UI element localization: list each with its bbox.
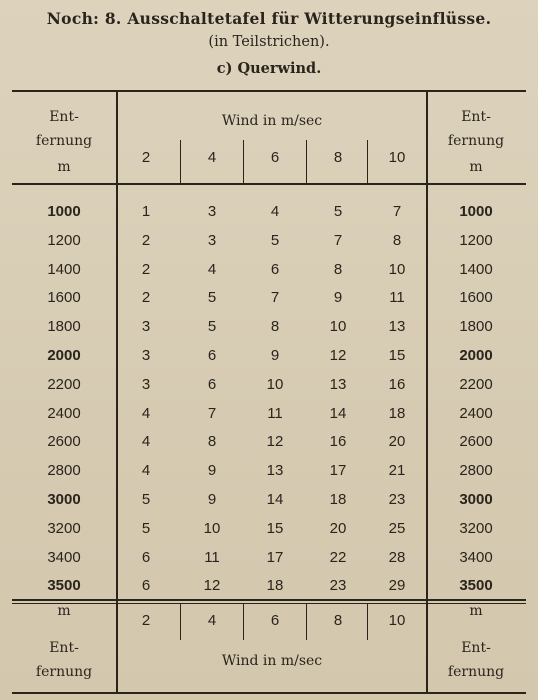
table-cell-value: 10: [266, 375, 284, 393]
header-range-label-left: m: [57, 159, 71, 175]
table-cell-value: 20: [329, 519, 347, 537]
table-cell-value: 1: [141, 203, 151, 220]
wind-col-divider: [180, 604, 181, 640]
table-cell-value: 10: [388, 260, 406, 278]
table-cell-value: 12: [329, 347, 347, 364]
table-row-range-left: 2000: [47, 347, 81, 364]
table-cell-value: 3: [207, 203, 217, 220]
footer-range-label-left: Ent-: [49, 640, 79, 656]
table-cell-value: 16: [388, 375, 406, 393]
table-row-range-right: 3000: [459, 491, 493, 508]
header-range-label-right: Ent-: [461, 109, 491, 125]
table-cell-value: 14: [329, 404, 347, 422]
table-cell-value: 6: [270, 260, 280, 278]
table-cell-value: 3: [141, 375, 151, 393]
table-cell-value: 18: [266, 577, 284, 595]
table-row-range-left: 2600: [47, 433, 81, 451]
table-row-range-left: 2800: [47, 462, 81, 480]
table-row-range-left: 1600: [47, 289, 81, 307]
right-column-divider: [426, 90, 428, 694]
wind-col-divider: [243, 140, 244, 183]
table-title: Noch: 8. Ausschaltetafel für Witterungseinflüsse.: [46, 9, 492, 28]
footer-wind-speed: 8: [333, 612, 343, 629]
table-cell-value: 8: [392, 231, 402, 249]
table-bottom-rule: [12, 692, 526, 694]
header-range-label-left: Ent-: [49, 109, 79, 125]
table-cell-value: 17: [329, 462, 347, 480]
table-cell-value: 7: [392, 203, 402, 220]
table-cell-value: 4: [141, 462, 151, 480]
table-cell-value: 22: [329, 548, 347, 566]
table-cell-value: 12: [266, 433, 284, 451]
table-cell-value: 23: [329, 577, 347, 595]
table-cell-value: 8: [270, 318, 280, 336]
table-cell-value: 18: [388, 404, 406, 422]
table-cell-value: 9: [207, 491, 217, 508]
table-cell-value: 25: [388, 519, 406, 537]
table-row-range-right: 1200: [459, 231, 493, 249]
table-top-rule: [12, 90, 526, 92]
table-row-range-right: 2200: [459, 375, 493, 393]
table-cell-value: 10: [329, 318, 347, 336]
table-row-range-left: 2200: [47, 375, 81, 393]
table-row-range-right: 3200: [459, 519, 493, 537]
table-cell-value: 2: [141, 260, 151, 278]
table-cell-value: 17: [266, 548, 284, 566]
table-cell-value: 9: [270, 347, 280, 364]
table-cell-value: 5: [141, 491, 151, 508]
table-row-range-left: 3000: [47, 491, 81, 508]
table-row-range-right: 2000: [459, 347, 493, 364]
table-cell-value: 4: [141, 433, 151, 451]
table-row-range-right: 3400: [459, 548, 493, 566]
table-row-range-right: 2600: [459, 433, 493, 451]
header-range-label-right: fernung: [447, 133, 505, 149]
table-cell-value: 5: [333, 203, 343, 220]
table-cell-value: 23: [388, 491, 406, 508]
table-cell-value: 6: [141, 548, 151, 566]
table-cell-value: 14: [266, 491, 284, 508]
table-row-range-left: 1000: [47, 203, 81, 220]
wind-col-divider: [306, 140, 307, 183]
footer-wind-label: Wind in m/sec: [221, 653, 323, 669]
table-cell-value: 21: [388, 462, 406, 480]
table-cell-value: 7: [270, 289, 280, 307]
table-cell-value: 11: [204, 548, 220, 566]
footer-wind-speed: 2: [141, 612, 151, 629]
footer-wind-speed: 4: [207, 612, 217, 629]
table-row-range-left: 3400: [47, 548, 81, 566]
header-wind-label: Wind in m/sec: [221, 113, 323, 129]
left-column-divider: [116, 90, 118, 694]
table-cell-value: 6: [207, 347, 217, 364]
table-cell-value: 15: [266, 519, 284, 537]
wind-col-divider: [243, 604, 244, 640]
header-wind-speed: 10: [388, 149, 406, 166]
table-row-range-left: 1800: [47, 318, 81, 336]
wind-col-divider: [367, 604, 368, 640]
table-row-range-left: 1400: [47, 260, 81, 278]
table-cell-value: 13: [266, 462, 284, 480]
header-bottom-rule: [12, 183, 526, 185]
table-cell-value: 5: [207, 289, 217, 307]
wind-col-divider: [306, 604, 307, 640]
table-cell-value: 18: [329, 491, 347, 508]
footer-range-label-left: fernung: [35, 664, 93, 680]
footer-wind-speed: 6: [270, 612, 280, 629]
table-cell-value: 15: [388, 347, 406, 364]
table-cell-value: 11: [389, 289, 405, 307]
table-cell-value: 20: [388, 433, 406, 451]
footer-unit-right: m: [469, 603, 483, 619]
table-cell-value: 2: [141, 231, 151, 249]
table-cell-value: 9: [333, 289, 343, 307]
table-row-range-left: 1200: [47, 231, 81, 249]
table-cell-value: 7: [207, 404, 217, 422]
table-cell-value: 5: [141, 519, 151, 537]
table-cell-value: 4: [270, 203, 280, 220]
table-cell-value: 2: [141, 289, 151, 307]
table-row-range-right: 1400: [459, 260, 493, 278]
table-row-range-right: 1000: [459, 203, 493, 220]
table-cell-value: 3: [141, 347, 151, 364]
table-cell-value: 3: [141, 318, 151, 336]
header-wind-speed: 8: [333, 149, 343, 166]
table-row-range-right: 1600: [459, 289, 493, 307]
table-cell-value: 6: [141, 577, 151, 595]
header-wind-speed: 4: [207, 149, 217, 166]
footer-wind-speed: 10: [388, 612, 406, 629]
table-cell-value: 16: [329, 433, 347, 451]
table-cell-value: 11: [267, 404, 283, 422]
wind-col-divider: [367, 140, 368, 183]
table-cell-value: 9: [207, 462, 217, 480]
table-cell-value: 29: [388, 577, 406, 595]
table-row-range-right: 1800: [459, 318, 493, 336]
table-cell-value: 6: [207, 375, 217, 393]
table-row-range-left: 3500: [47, 577, 81, 595]
table-cell-value: 4: [141, 404, 151, 422]
table-unit-note: (in Teilstrichen).: [208, 34, 330, 50]
table-subtitle: c) Querwind.: [216, 60, 322, 77]
table-cell-value: 4: [207, 260, 217, 278]
table-row-range-right: 2800: [459, 462, 493, 480]
footer-range-label-right: fernung: [447, 664, 505, 680]
table-row-range-left: 3200: [47, 519, 81, 537]
table-cell-value: 5: [207, 318, 217, 336]
table-cell-value: 13: [329, 375, 347, 393]
table-cell-value: 28: [388, 548, 406, 566]
table-cell-value: 10: [203, 519, 221, 537]
table-cell-value: 5: [270, 231, 280, 249]
header-range-label-left: fernung: [35, 133, 93, 149]
table-cell-value: 7: [333, 231, 343, 249]
table-cell-value: 13: [388, 318, 406, 336]
header-range-label-right: m: [469, 159, 483, 175]
table-row-range-left: 2400: [47, 404, 81, 422]
header-wind-speed: 2: [141, 149, 151, 166]
footer-range-label-right: Ent-: [461, 640, 491, 656]
table-row-range-right: 3500: [459, 577, 493, 595]
table-cell-value: 3: [207, 231, 217, 249]
table-cell-value: 8: [333, 260, 343, 278]
wind-col-divider: [180, 140, 181, 183]
footer-unit-left: m: [57, 603, 71, 619]
header-wind-speed: 6: [270, 149, 280, 166]
table-cell-value: 8: [207, 433, 217, 451]
table-row-range-right: 2400: [459, 404, 493, 422]
body-bottom-rule: [12, 599, 526, 601]
table-cell-value: 12: [203, 577, 221, 595]
